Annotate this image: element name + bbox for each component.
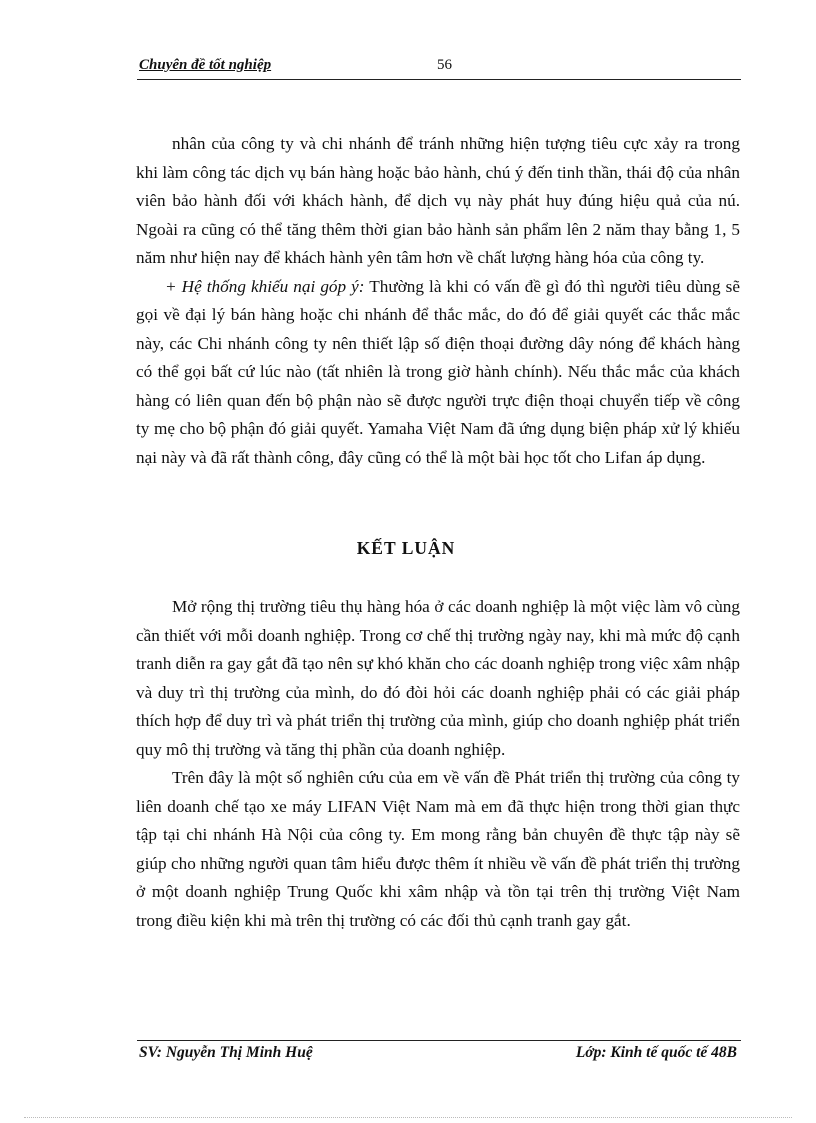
page-bottom-border bbox=[24, 1117, 792, 1118]
paragraph-warranty: nhân của công ty và chi nhánh để tránh những hiện tượng tiêu cực xảy ra trong khi làm công tác dịch vụ bán hàng hoặc bảo hành, chú ý đến tinh thần, thái độ của nhân viên bảo hành đối với khách hành, để dịch vụ này phát huy đúng hiệu quả của nú. Ngoài ra cũng có thể tăng thêm thời gian bảo hành sản phẩm lên 2 năm thay bằng 1, 5 năm như hiện nay để khách hành yên tâm hơn về chất lượng hàng hóa của công ty. bbox=[136, 134, 740, 267]
body-section-conclusion bbox=[136, 593, 740, 935]
paragraph-complaints bbox=[136, 273, 740, 473]
page-footer bbox=[137, 1040, 741, 1081]
body-section-top bbox=[136, 130, 740, 472]
page-header bbox=[137, 57, 741, 80]
conclusion-heading: KẾT LUẬN bbox=[356, 538, 456, 558]
page-number: 56 bbox=[437, 57, 452, 73]
student-name: SV: Nguyễn Thị Minh Huệ bbox=[139, 1044, 313, 1061]
complaint-label: + Hệ thống khiếu nại góp ý: bbox=[165, 276, 365, 296]
class-name: Lớp: Kinh tế quốc tế 48B bbox=[575, 1044, 737, 1061]
document-title: Chuyên đề tốt nghiệp bbox=[139, 57, 272, 73]
paragraph-conclusion-1: Mở rộng thị trường tiêu thụ hàng hóa ở các doanh nghiệp là một việc làm vô cùng cần thiết với mỗi doanh nghiệp. Trong cơ chế thị trường ngày nay, khi mà mức độ cạnh tranh diễn ra gay gắt đã tạo nên sự khó khăn cho các doanh nghiệp trong việc xâm nhập và duy trì thị trường của mình, do đó đòi hỏi các doanh nghiệp phải có các giải pháp thích hợp để duy trì và phát triển thị trường của mình, giúp cho doanh nghiệp phát triển quy mô thị trường và tăng thị phần của doanh nghiệp. bbox=[136, 597, 740, 759]
paragraph-conclusion-2: Trên đây là một số nghiên cứu của em về vấn đề Phát triển thị trường của công ty liên doanh chế tạo xe máy LIFAN Việt Nam mà em đã thực hiện trong thời gian thực tập tại chi nhánh Hà Nội của công ty. Em mong rằng bản chuyên đề thực tập này sẽ giúp cho những người quan tâm hiểu được thêm ít nhiều về vấn đề phát triển thị trường ở một doanh nghiệp Trung Quốc khi xâm nhập và tồn tại trên thị trường Việt Nam trong điều kiện khi mà trên thị trường có các đối thủ cạnh tranh gay gắt. bbox=[136, 768, 740, 930]
complaint-text: Thường là khi có vấn đề gì đó thì người tiêu dùng sẽ gọi về đại lý bán hàng hoặc chi nhánh để thắc mắc, do đó để giải quyết các thắc mắc này, các Chi nhánh công ty nên thiết lập số điện thoại đường dây nóng để khách hàng có thể gọi bất cứ lúc nào (tất nhiên là trong giờ hành chính). Nếu thắc mắc của khách hàng có liên quan đến bộ phận nào sẽ được người trực điện thoại chuyển tiếp về công ty mẹ cho bộ phận đó giải quyết. Yamaha Việt Nam đã ứng dụng biện pháp xử lý khiếu nại này và đã rất thành công, đây cũng có thể là một bài học tốt cho Lifan áp dụng. bbox=[136, 276, 740, 467]
